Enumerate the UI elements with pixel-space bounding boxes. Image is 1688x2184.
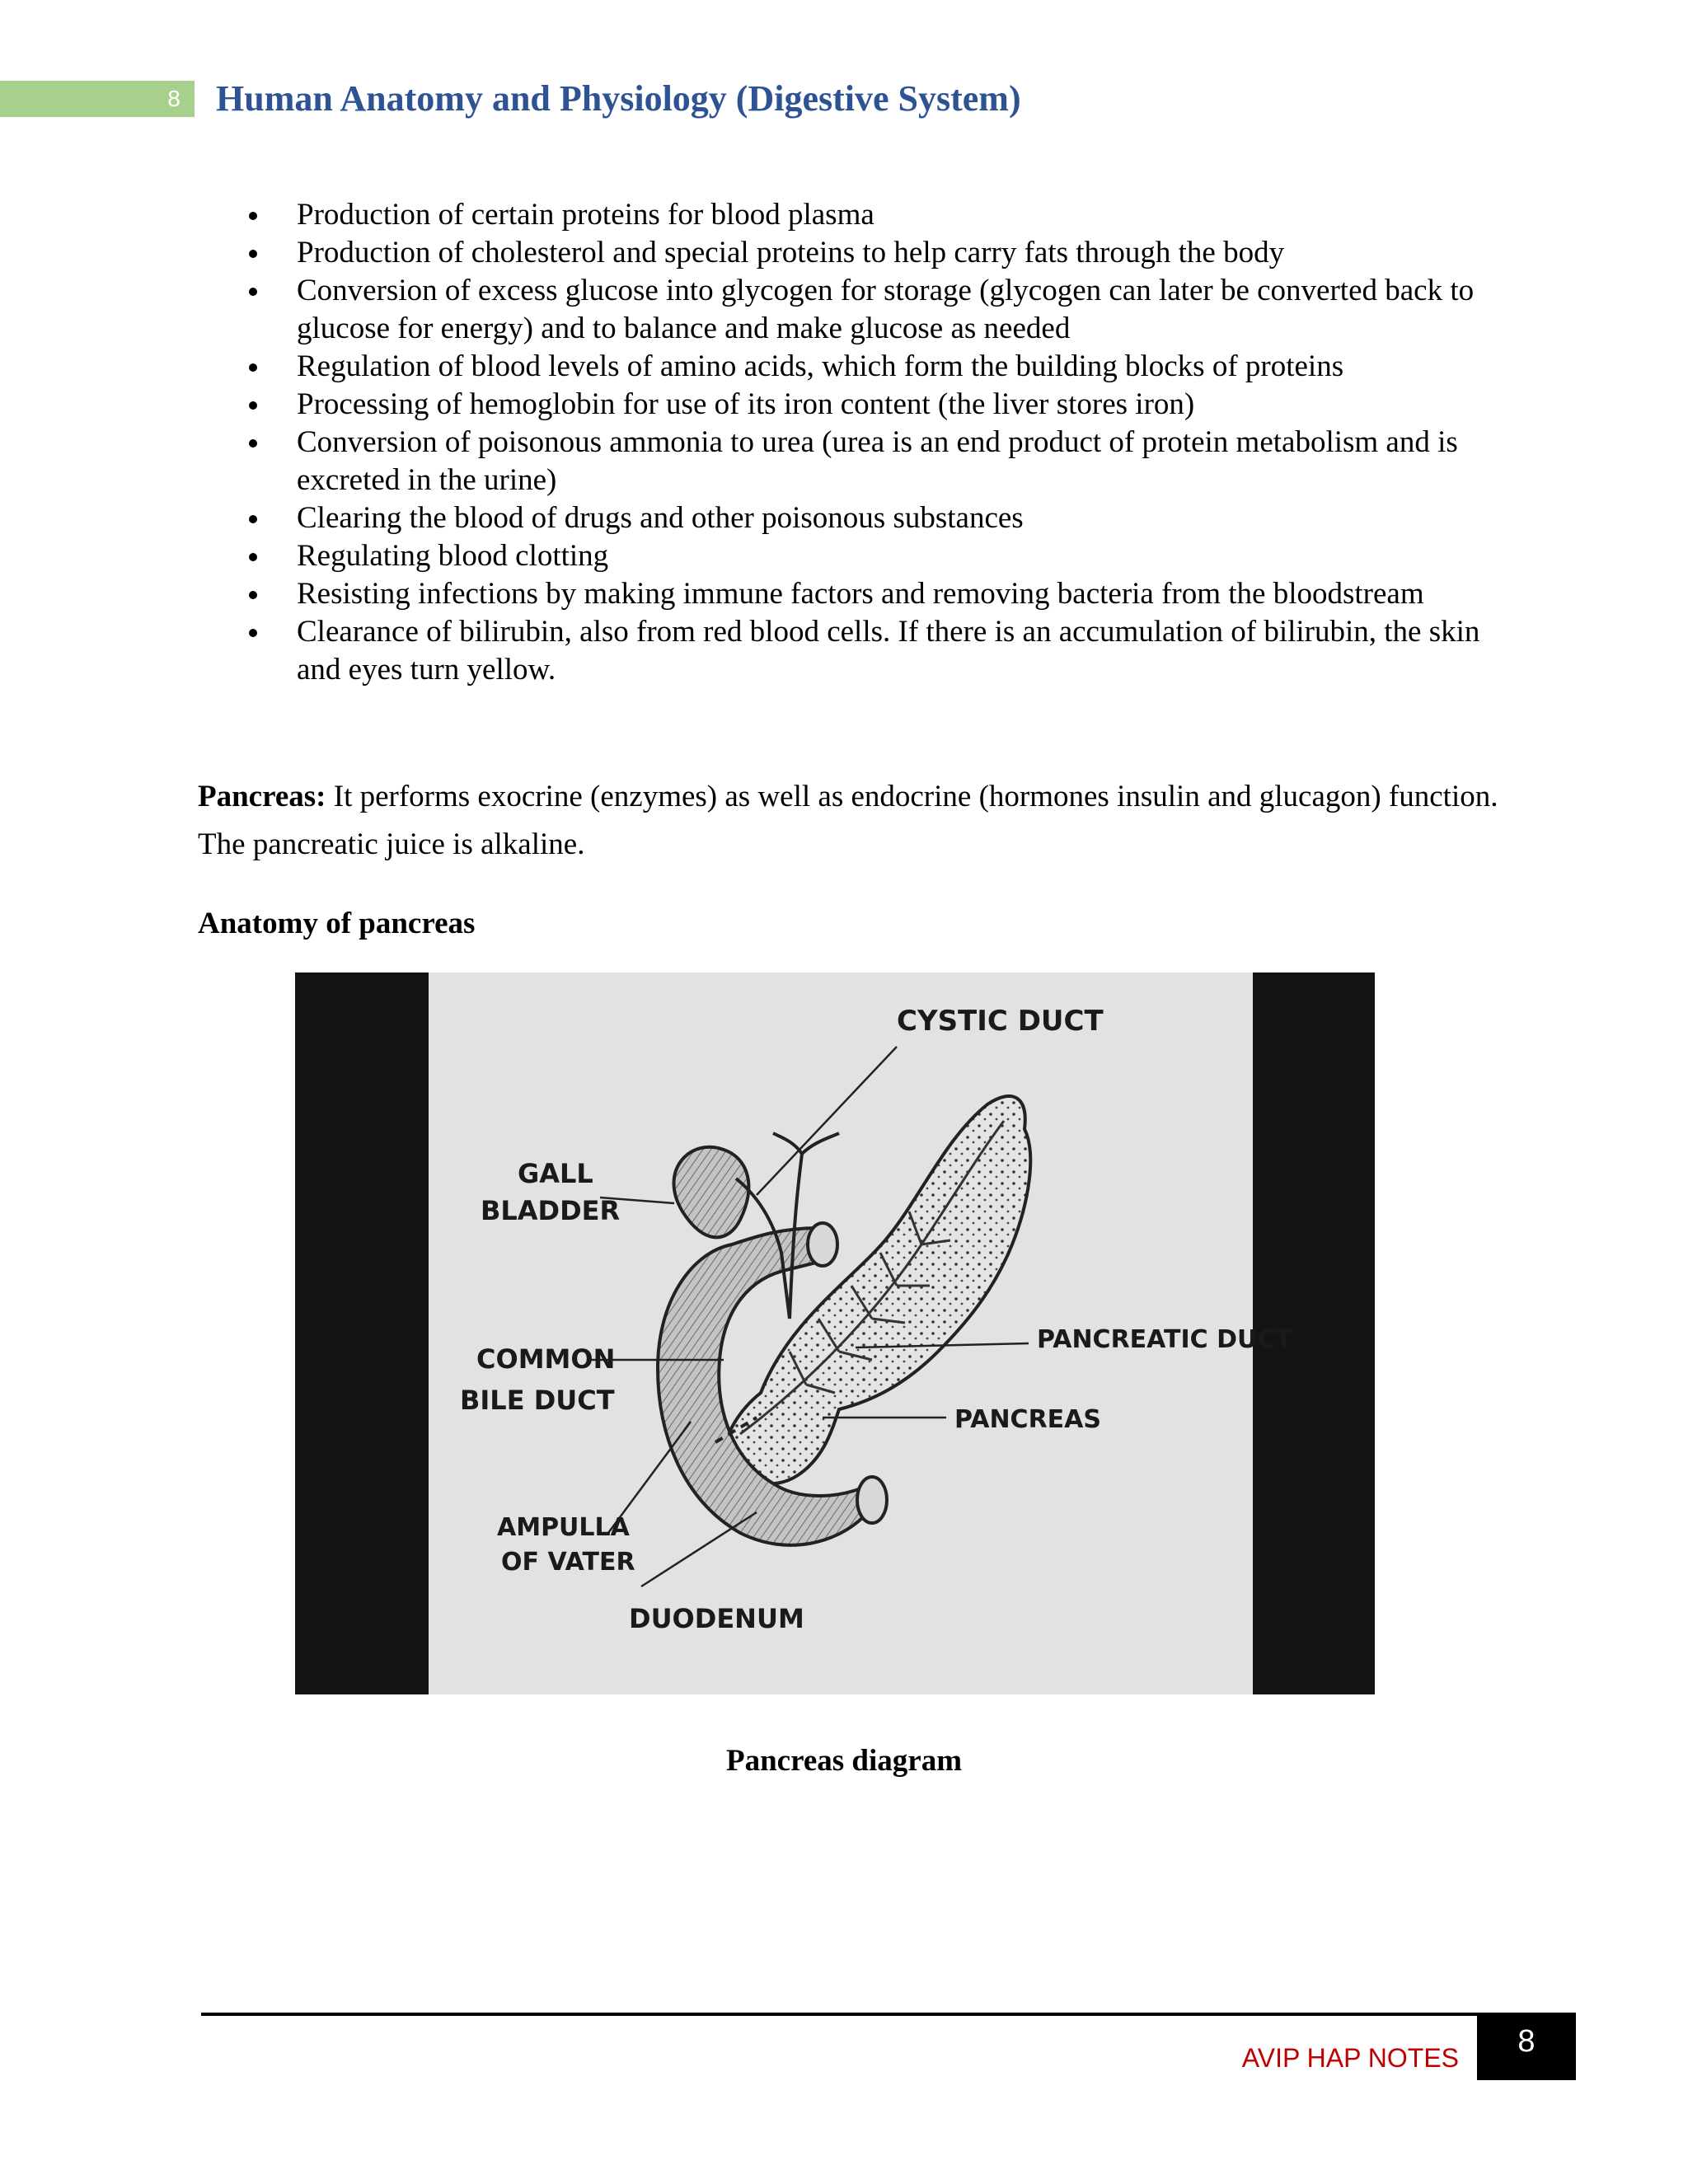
list-item [247, 272, 1500, 348]
bullet-icon [249, 439, 257, 448]
section-heading: Anatomy of pancreas [198, 907, 476, 940]
header-page-number: 8 [167, 86, 181, 111]
bullet-icon [249, 212, 257, 220]
label-bladder: BLADDER [481, 1195, 621, 1226]
footer-rule [201, 2013, 1477, 2016]
list-item [247, 386, 1500, 424]
bullet-icon [249, 591, 257, 599]
figure-caption: Pancreas diagram [725, 1744, 963, 1778]
bullet-icon [249, 288, 257, 296]
bullet-icon [249, 629, 257, 637]
list-item-text: Clearing the blood of drugs and other poisonous substances [297, 501, 1024, 535]
list-item-text: Production of cholesterol and special proteins to help carry fats through the body [297, 236, 1285, 269]
label-of-vater: OF VATER [501, 1548, 635, 1577]
list-item [247, 196, 1500, 234]
list-item-text: Conversion of excess glucose into glycogen for storage (glycogen can later be converted back to glucose for energy) and to balance and make glucose as needed [297, 274, 1475, 345]
list-item-text: Regulating blood clotting [297, 539, 609, 573]
bullet-icon [249, 553, 257, 561]
label-pancreatic-duct: PANCREATIC DUCT [1037, 1325, 1292, 1354]
label-common: COMMON [476, 1343, 616, 1375]
list-item [247, 348, 1500, 386]
list-item-text: Clearance of bilirubin, also from red blood cells. If there is an accumulation of bilirubin, the skin and eyes turn yellow. [297, 615, 1480, 687]
list-item-text: Conversion of poisonous ammonia to urea (urea is an end product of protein metabolism and is excreted in the urine) [297, 425, 1458, 497]
label-duodenum: DUODENUM [629, 1603, 804, 1634]
list-item [247, 575, 1500, 613]
list-item [247, 613, 1500, 689]
bullet-icon [249, 363, 257, 372]
bullet-icon [249, 401, 257, 410]
page-title: Human Anatomy and Physiology (Digestive System) [216, 78, 1021, 119]
pancreas-paragraph [198, 773, 1517, 869]
list-item-text: Resisting infections by making immune factors and removing bacteria from the bloodstream [297, 577, 1424, 611]
list-item [247, 537, 1500, 575]
pancreas-diagram-drawing [295, 972, 1375, 1694]
pancreas-term: Pancreas: [198, 780, 326, 813]
label-pancreas: PANCREAS [954, 1405, 1101, 1434]
label-gall: GALL [518, 1158, 593, 1189]
pancreas-diagram-image [295, 972, 1375, 1694]
footer-page-number: 8 [1477, 2013, 1576, 2080]
bullet-icon [249, 515, 257, 523]
footer-label: AVIP HAP NOTES [1241, 2043, 1459, 2073]
label-bile-duct: BILE DUCT [460, 1385, 615, 1416]
list-item-text: Processing of hemoglobin for use of its iron content (the liver stores iron) [297, 387, 1195, 421]
bullet-icon [249, 250, 257, 258]
label-cystic-duct: CYSTIC DUCT [897, 1005, 1104, 1038]
label-ampulla: AMPULLA [497, 1513, 630, 1542]
list-item-text: Production of certain proteins for blood plasma [297, 198, 874, 232]
list-item [247, 234, 1500, 272]
list-item [247, 499, 1500, 537]
list-item [247, 424, 1500, 499]
liver-functions-list [247, 196, 1500, 689]
list-item-text: Regulation of blood levels of amino acids, which form the building blocks of proteins [297, 349, 1344, 383]
pancreas-text: It performs exocrine (enzymes) as well as endocrine (hormones insulin and glucagon) function. The pancreatic juice is alkaline. [198, 780, 1498, 861]
